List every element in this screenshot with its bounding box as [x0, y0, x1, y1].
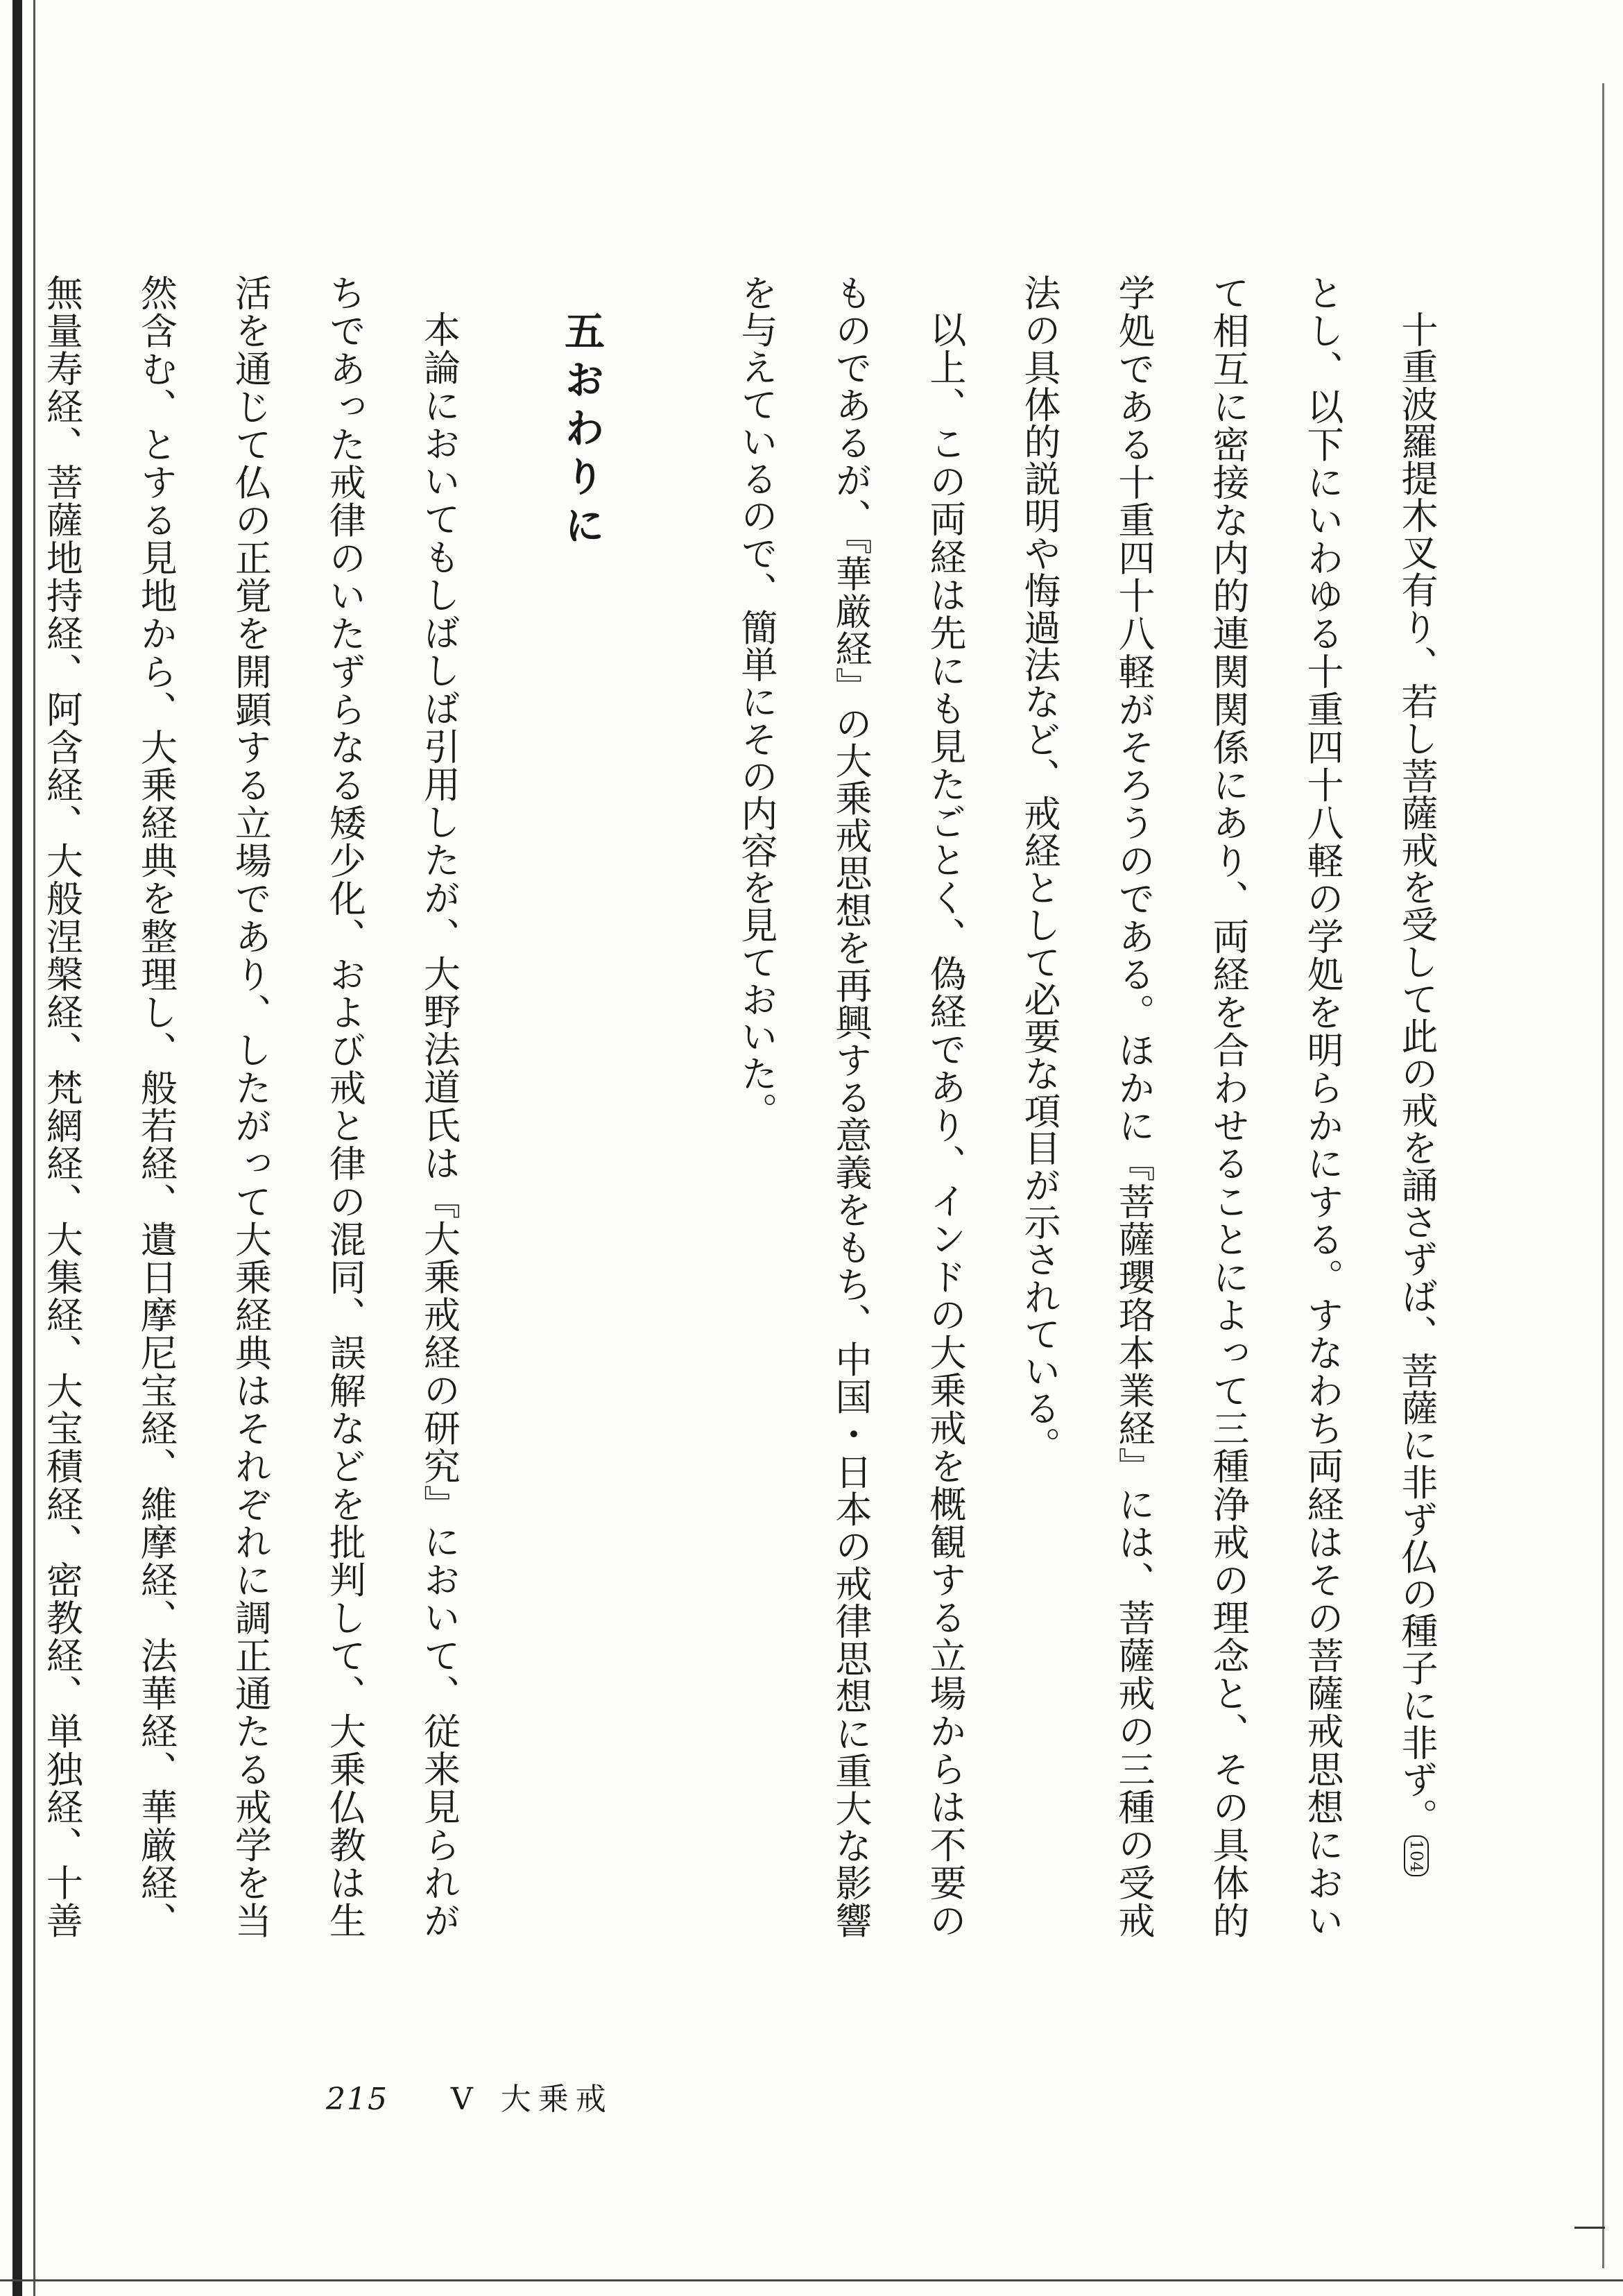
footnote-reference: 104: [1404, 1835, 1429, 1877]
scan-edge-right-line: [1602, 83, 1604, 2268]
page-footer: [326, 2074, 613, 2118]
scan-edge-right-tick: [1574, 2227, 1605, 2229]
section-title: おわりに: [558, 359, 605, 554]
scan-edge-bottom: [0, 2279, 1623, 2281]
chapter-numeral: V: [450, 2082, 480, 2117]
paragraph-text: 十重波羅提木叉有り、若し菩薩戒を受して此の戒を誦さずば、菩薩に非ず仏の種子に非ず。: [1396, 311, 1438, 1835]
vertical-text-body: [40, 274, 1463, 1939]
paragraph-quote: [1369, 274, 1463, 1939]
section-number: 五: [558, 310, 605, 359]
paragraph-conclusion: 本論においてもしばしば引用したが、大野法道氏は『大乗戒経の研究』において、従来見られがちであった戒律のいたずらなる矮少化、および戒と律の混同、誤解などを批判して、大乗仏教は生活を通じて仏の正覚を開顕する立場であり、したがって大乗経典はそれぞれに調正通たる戒学を当然含む、とする見地から、大乗経典を整理し、般若経、遺日摩尼宝経、維摩経、法華経、華厳経、無量寿経、菩薩地持経、阿含経、大般涅槃経、梵網経、大集経、大宝積経、密教経、単独経、十善: [40, 274, 461, 1939]
section-heading: [486, 310, 628, 1939]
chapter-title: 大乗戒: [500, 2082, 613, 2117]
paragraph-summary: 以上、この両経は先にも見たごとく、偽経であり、インドの大乗戒を概観する立場からは不要のものであるが、『華厳経』の大乗戒思想を再興する意義をもち、中国・日本の戒律思想に重大な影響を与えているので、簡単にその内容を見ておいた。: [735, 274, 966, 1939]
paragraph-continuation: とし、以下にいわゆる十重四十八軽の学処を明らかにする。すなわち両経はその菩薩戒思想において相互に密接な内的連関関係にあり、両経を合わせることによって三種浄戒の理念と、その具体的学処である十重四十八軽がそろうのである。ほかに『菩薩瓔珞本業経』には、菩薩戒の三種の受戒法の具体的説明や悔過法など、戒経として必要な項目が示されている。: [1018, 274, 1343, 1939]
page-number: 215: [326, 2082, 388, 2117]
